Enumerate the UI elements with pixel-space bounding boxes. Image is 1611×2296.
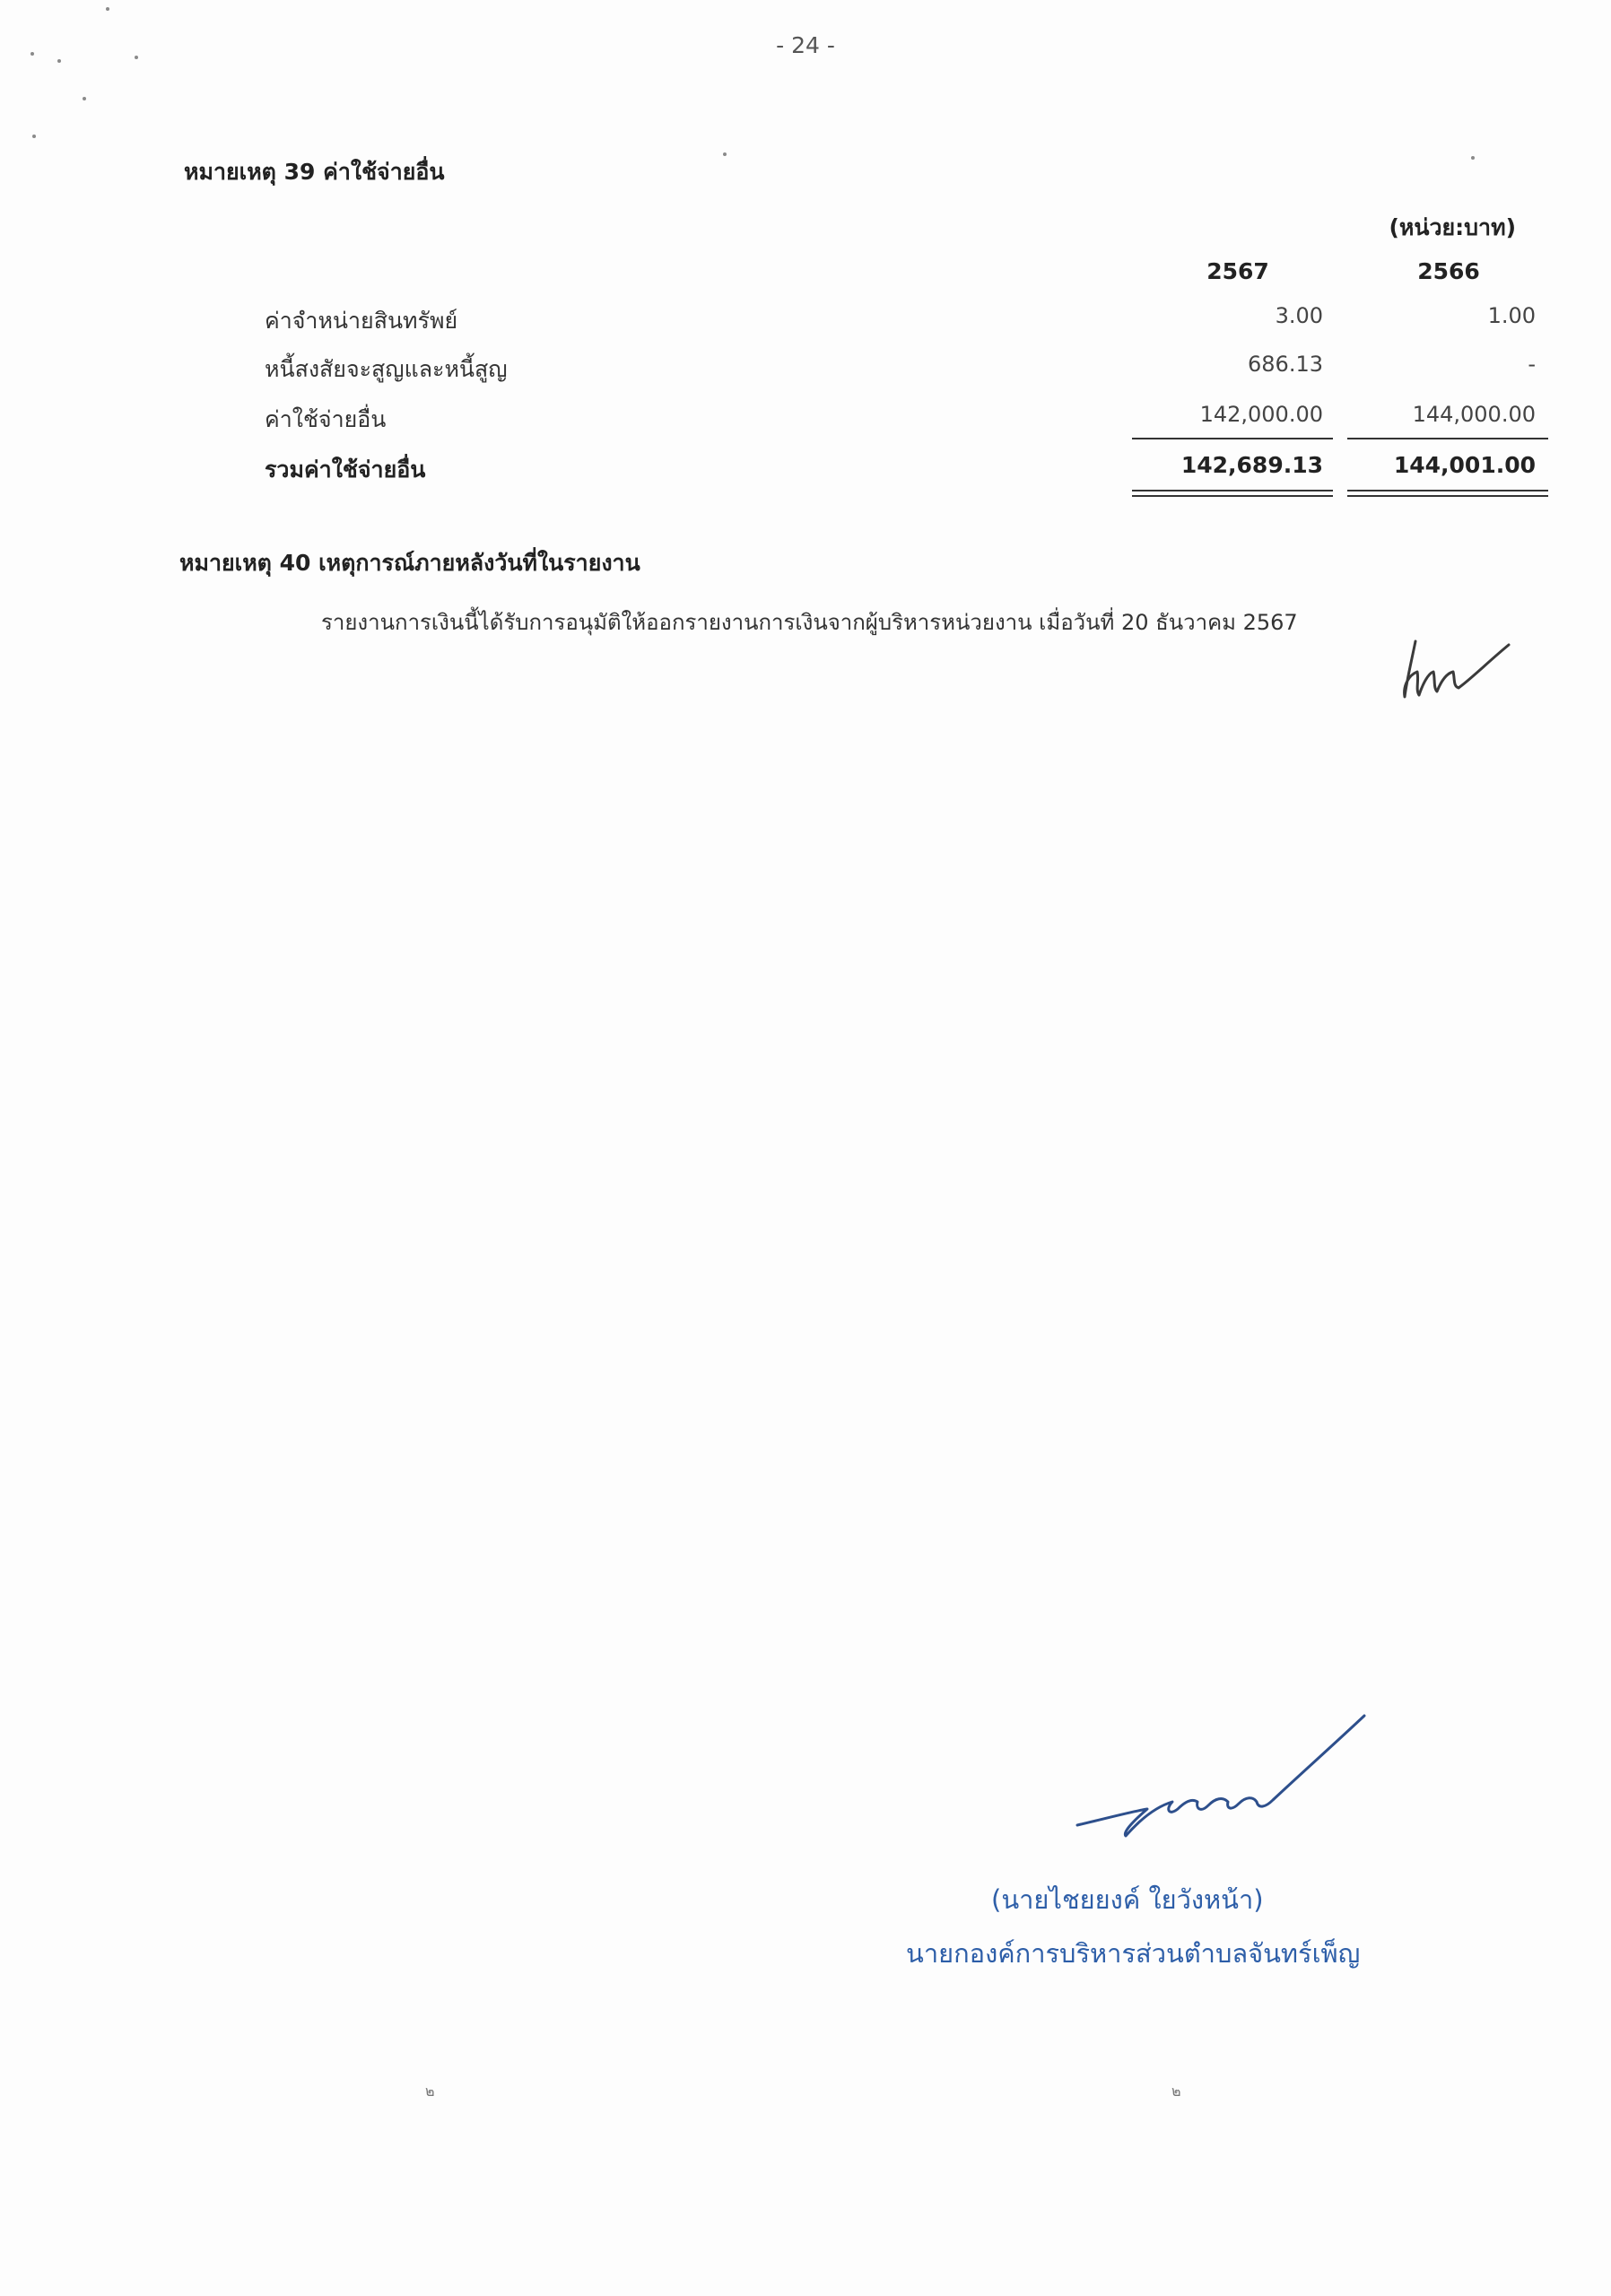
year-header-2566: 2566 (1417, 258, 1480, 284)
signature-icon (1072, 1709, 1368, 1843)
total-amount-2567: 142,689.13 (1180, 452, 1323, 478)
total-amount-2566: 144,001.00 (1393, 452, 1536, 478)
initials-signature-icon (1389, 632, 1514, 704)
total-row (0, 452, 1611, 491)
scan-speck (83, 97, 86, 100)
table-row (0, 402, 1611, 441)
scan-speck (723, 152, 727, 156)
amount-2567: 3.00 (1275, 303, 1323, 328)
scan-speck (32, 135, 36, 138)
amount-2567: 686.13 (1248, 352, 1323, 377)
amount-2566: - (1528, 352, 1536, 377)
scan-speck (30, 52, 34, 56)
year-header-2567: 2567 (1206, 258, 1269, 284)
row-label: ค่าจำหน่ายสินทรัพย์ (265, 308, 458, 334)
signer-name: (นายไชยยงค์ ใยวังหน้า) (991, 1884, 1264, 1915)
subtotal-rule (1347, 438, 1548, 439)
table-row (0, 303, 1611, 343)
footer-mark: ๒ (1171, 2083, 1181, 2100)
total-label: รวมค่าใช้จ่ายอื่น (265, 457, 426, 483)
signer-title: นายกองค์การบริหารส่วนตำบลจันทร์เพ็ญ (906, 1938, 1361, 1969)
row-label: หนี้สงสัยจะสูญและหนี้สูญ (265, 356, 508, 382)
amount-2567: 142,000.00 (1199, 402, 1323, 427)
scan-speck (106, 7, 109, 11)
amount-2566: 144,000.00 (1412, 402, 1536, 427)
amount-2566: 1.00 (1487, 303, 1536, 328)
scan-speck (135, 56, 138, 59)
page-number: - 24 - (776, 32, 835, 58)
scan-speck (57, 59, 61, 63)
note-39-heading: หมายเหตุ 39 ค่าใช้จ่ายอื่น (184, 159, 445, 185)
unit-label: (หน่วย:บาท) (1389, 214, 1516, 240)
total-double-rule (1132, 490, 1333, 497)
footer-mark: ๒ (425, 2083, 435, 2100)
scan-speck (1471, 156, 1475, 160)
note-40-heading: หมายเหตุ 40 เหตุการณ์ภายหลังวันที่ในรายงาน (179, 550, 640, 576)
row-label: ค่าใช้จ่ายอื่น (265, 406, 387, 432)
total-double-rule (1347, 490, 1548, 497)
subtotal-rule (1132, 438, 1333, 439)
table-row (0, 352, 1611, 391)
note-40-text: รายงานการเงินนี้ได้รับการอนุมัติให้ออกรายงานการเงินจากผู้บริหารหน่วยงาน เมื่อวันที่ 20 ธันวาคม 2567 (321, 610, 1298, 635)
